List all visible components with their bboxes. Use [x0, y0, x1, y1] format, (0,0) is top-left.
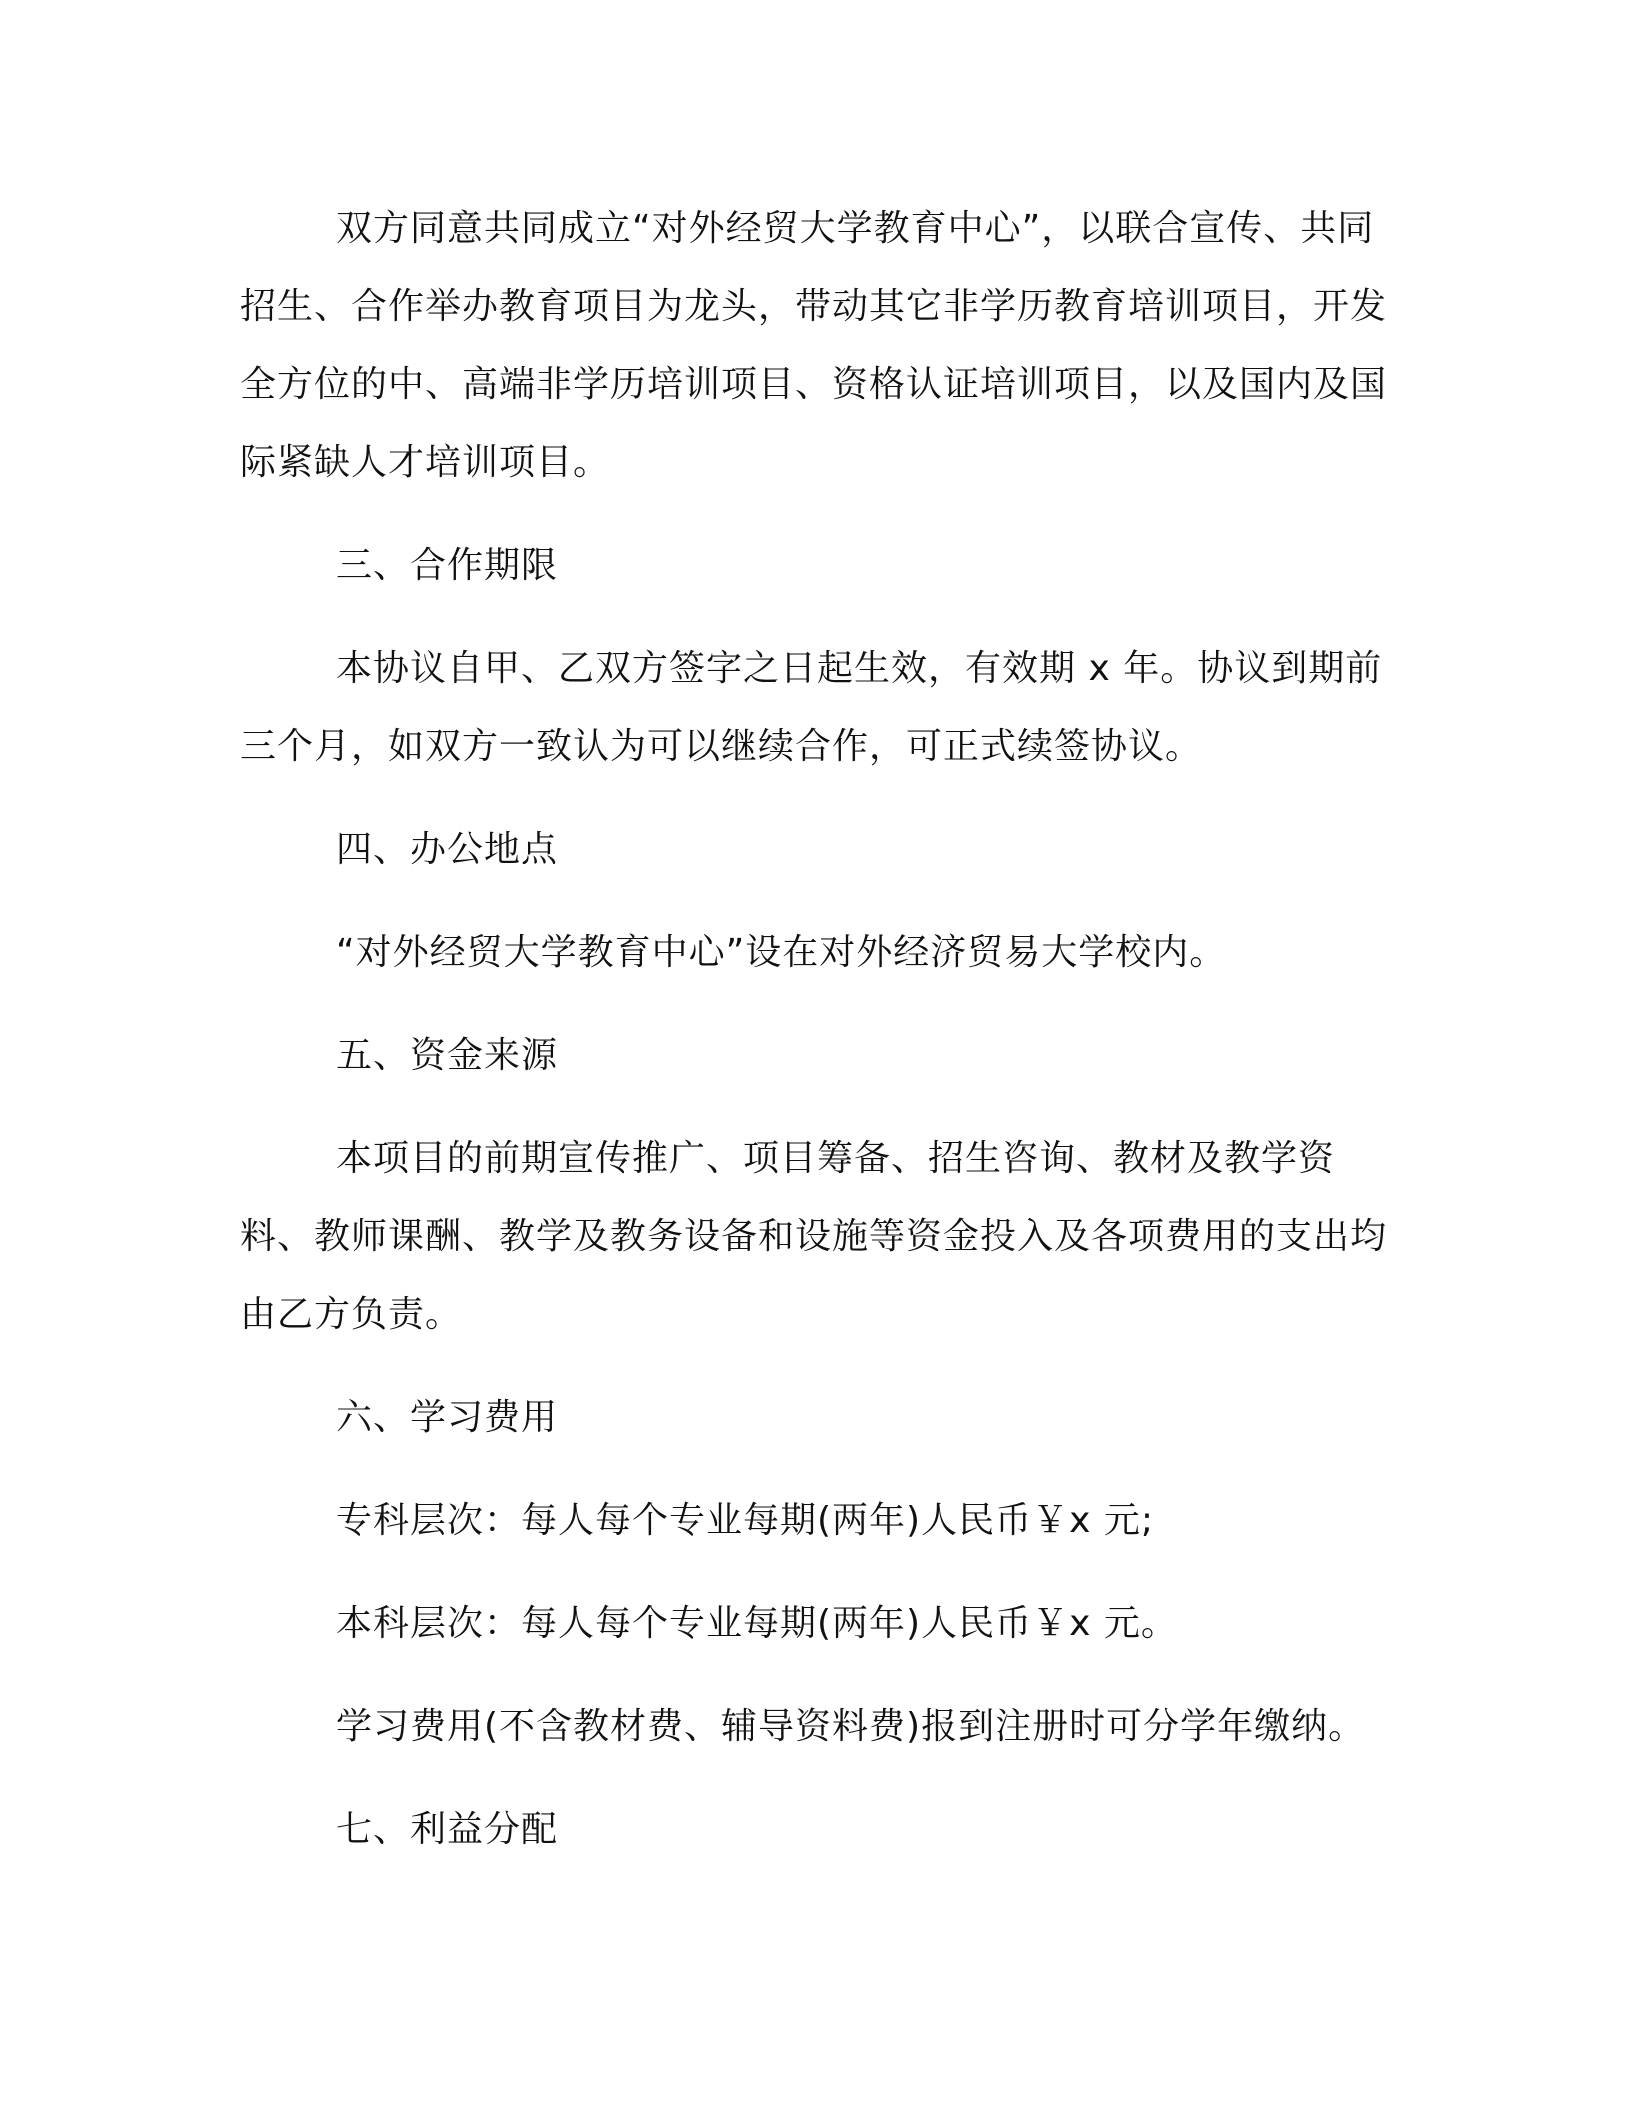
tuition-undergraduate: 本科层次：每人每个专业每期(两年)人民币￥x 元。: [336, 1603, 1178, 1644]
tuition-junior-college: 专科层次：每人每个专业每期(两年)人民币￥x 元;: [336, 1500, 1154, 1541]
paragraph-office-location: “对外经贸大学教育中心”设在对外经济贸易大学校内。: [336, 932, 1227, 973]
section-heading-cooperation-term: 三、合作期限: [336, 545, 559, 586]
paragraph-term-validity: 本协议自甲、乙双方签字之日起生效，有效期 x 年。协议到期前三个月，如双方一致认为可以继续合作，可正式续签协议。: [240, 648, 1383, 767]
section-heading-funding-source: 五、资金来源: [336, 1035, 559, 1076]
document-body: [240, 190, 1400, 1894]
paragraph-funding-source: 本项目的前期宣传推广、项目筹备、招生咨询、教材及教学资料、教师课酬、教学及教务设备和设施等资金投入及各项费用的支出均由乙方负责。: [240, 1138, 1388, 1335]
paragraph-center-establishment: 双方同意共同成立“对外经贸大学教育中心”，以联合宣传、共同招生、合作举办教育项目为龙头，带动其它非学历教育培训项目，开发全方位的中、高端非学历培训项目、资格认证培训项目，以及国内及国际紧缺人才培训项目。: [240, 208, 1388, 483]
tuition-payment-note: 学习费用(不含教材费、辅导资料费)报到注册时可分学年缴纳。: [336, 1706, 1366, 1747]
section-heading-tuition: 六、学习费用: [336, 1397, 559, 1438]
section-heading-profit-distribution: 七、利益分配: [336, 1809, 559, 1850]
section-heading-office-location: 四、办公地点: [336, 829, 559, 870]
